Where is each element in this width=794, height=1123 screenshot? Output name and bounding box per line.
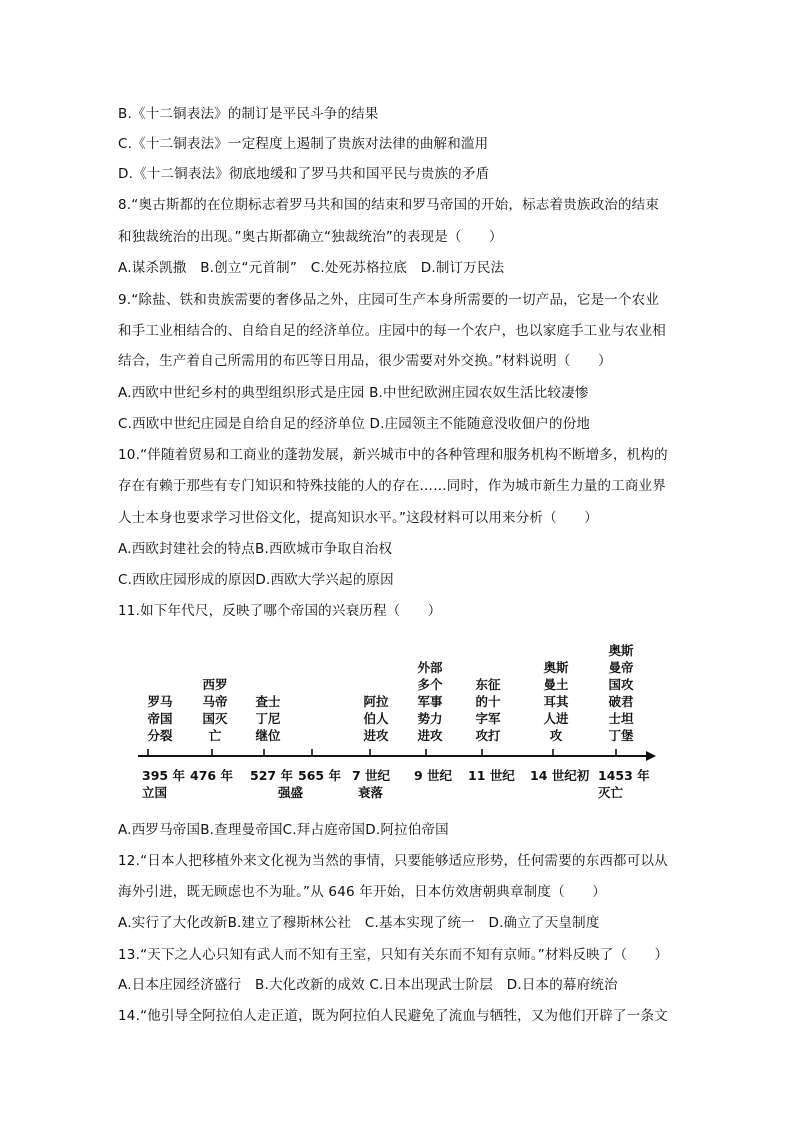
- timeline-event-label: 奥斯: [608, 643, 634, 658]
- text-line: A.西罗马帝国B.查理曼帝国C.拜占庭帝国D.阿拉伯帝国: [118, 822, 449, 838]
- timeline-event-label: 攻: [549, 728, 563, 743]
- text-line: 10.“伴随着贸易和工商业的蓬勃发展，新兴城市中的各种管理和服务机构不断增多，机构的: [118, 447, 668, 463]
- text-line: 8.“奥古斯都的在位期标志着罗马共和国的结束和罗马帝国的开始，标志着贵族政治的结束: [118, 197, 660, 213]
- timeline-event-label: 亡: [208, 728, 222, 743]
- timeline-event-label: 军事: [417, 694, 443, 709]
- text-line: 11.如下年代尺，反映了哪个帝国的兴衰历程（ ）: [118, 603, 442, 619]
- timeline-date: 7 世纪: [352, 768, 391, 783]
- text-line: 结合，生产着自己所需用的布匹等日用品，很少需要对外交换。”材料说明（ ）: [118, 353, 612, 369]
- timeline-event-label: 国灭: [202, 711, 228, 726]
- timeline-event-label: 罗马: [147, 694, 173, 709]
- text-line: 存在有赖于那些有专门知识和特殊技能的人的存在……同时，作为城市新生力量的工商业界: [118, 478, 666, 494]
- text-line: B.《十二铜表法》的制订是平民斗争的结果: [118, 106, 379, 122]
- timeline-date: 527 年: [250, 768, 293, 783]
- text-line: C.西欧中世纪庄园是自给自足的经济单位 D.庄园领主不能随意没收佃户的份地: [118, 416, 591, 432]
- text-line: A.谋杀凯撒 B.创立“元首制” C.处死苏格拉底 D.制订万民法: [118, 260, 505, 276]
- timeline-event-label: 字军: [475, 711, 501, 726]
- timeline-date: 395 年: [142, 768, 185, 783]
- timeline-note: 立国: [142, 785, 168, 800]
- text-line: C.西欧庄园形成的原因D.西欧大学兴起的原因: [118, 572, 394, 588]
- timeline-date: 11 世纪: [468, 768, 515, 783]
- timeline-note: 灭亡: [598, 785, 624, 800]
- timeline-event-label: 多个: [417, 677, 443, 692]
- text-line: 13.“天下之人心只知有武人而不知有王室，只知有关东而不知有京师。”材料反映了（ ）: [118, 947, 669, 963]
- text-line: A.实行了大化改新B.建立了穆斯林公社 C.基本实现了统一 D.确立了天皇制度: [118, 915, 600, 931]
- timeline-arrow: [646, 751, 656, 761]
- timeline-event-label: 丁尼: [255, 711, 281, 726]
- text-line: C.《十二铜表法》一定程度上遏制了贵族对法律的曲解和滥用: [118, 136, 489, 152]
- timeline-event-label: 势力: [417, 711, 443, 726]
- timeline-period-note: 衰落: [358, 785, 384, 800]
- timeline-date: 14 世纪初: [530, 768, 590, 783]
- text-line: D.《十二铜表法》彻底地缓和了罗马共和国平民与贵族的矛盾: [118, 166, 490, 182]
- text-line: A.日本庄园经济盛行 B.大化改新的成效 C.日本出现武士阶层 D.日本的幕府统治: [118, 977, 618, 993]
- text-line: 12.“日本人把移植外来文化视为当然的事情，只要能够适应形势，任何需要的东西都可以从: [118, 853, 668, 869]
- timeline-event-label: 士坦: [608, 711, 634, 726]
- timeline-event-label: 进攻: [417, 728, 443, 743]
- timeline-period-note: 强盛: [278, 785, 304, 800]
- timeline-event-label: 人进: [543, 711, 569, 726]
- timeline-event-label: 外部: [417, 660, 443, 675]
- timeline-event-label: 攻打: [475, 728, 501, 743]
- text-line: A.西欧中世纪乡村的典型组织形式是庄园 B.中世纪欧洲庄园农奴生活比较凄惨: [118, 385, 589, 401]
- timeline-event-label: 国攻: [608, 677, 634, 692]
- text-line: A.西欧封建社会的特点B.西欧城市争取自治权: [118, 541, 393, 557]
- timeline-event-label: 奥斯: [543, 660, 569, 675]
- timeline-event-label: 帝国: [147, 711, 173, 726]
- timeline-event-label: 丁堡: [608, 728, 634, 743]
- timeline-event-label: 西罗: [202, 677, 228, 692]
- timeline-event-label: 马帝: [202, 694, 228, 709]
- timeline-event-label: 伯人: [363, 711, 389, 726]
- text-line: 人士本身也要求学习世俗文化，提高知识水平。”这段材料可以用来分析（ ）: [118, 510, 598, 526]
- text-line: 和独裁统治的出现。”奥古斯都确立“独裁统治”的表现是（ ）: [118, 229, 503, 245]
- timeline-date: 9 世纪: [414, 768, 453, 783]
- text-line: 海外引进，既无顾虑也不为耻。”从 646 年开始，日本仿效唐朝典章制度（ ）: [118, 884, 606, 900]
- timeline-event-label: 进攻: [363, 728, 389, 743]
- timeline-event-label: 曼帝: [608, 660, 634, 675]
- text-line: 9.“除盐、铁和贵族需要的奢侈品之外，庄园可生产本身所需要的一切产品，它是一个农业: [118, 292, 660, 308]
- timeline-date: 1453 年: [598, 768, 650, 783]
- timeline-event-label: 曼土: [543, 677, 569, 692]
- timeline-event-label: 继位: [255, 728, 281, 743]
- timeline-event-label: 东征: [475, 677, 501, 692]
- timeline-date: 476 年: [190, 768, 233, 783]
- timeline-event-label: 分裂: [147, 728, 173, 743]
- timeline-event-label: 查士: [255, 694, 281, 709]
- text-line: 14.“他引导全阿拉伯人走正道，既为阿拉伯人民避免了流血与牺牲，又为他们开辟了一条文: [118, 1008, 668, 1024]
- text-line: 和手工业相结合的、自给自足的经济单位。庄园中的每一个农户，也以家庭手工业与农业相: [118, 323, 666, 339]
- timeline-date: 565 年: [298, 768, 341, 783]
- timeline-event-label: 耳其: [543, 694, 569, 709]
- timeline-event-label: 阿拉: [363, 694, 389, 709]
- timeline-event-label: 的十: [475, 694, 501, 709]
- timeline-event-label: 破君: [608, 694, 634, 709]
